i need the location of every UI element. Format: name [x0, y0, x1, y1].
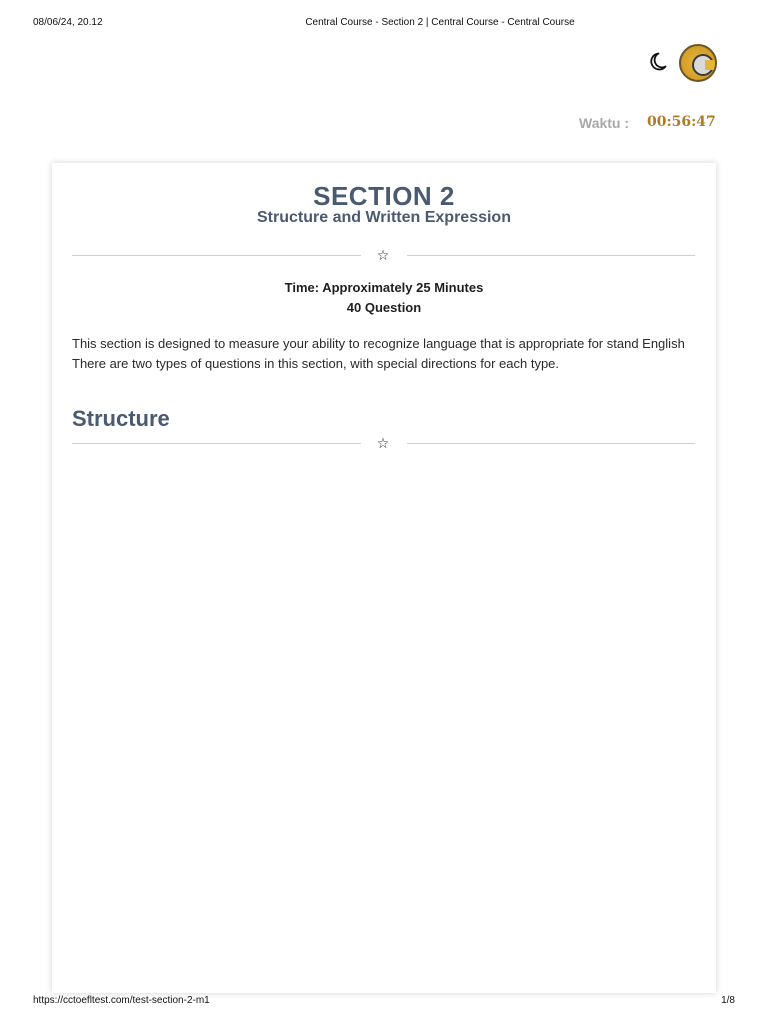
divider [72, 435, 695, 451]
section-description: This section is designed to measure your ability to recognize language that is appropriate for stand English There are two types of questions in this section, with special directions for each type. [72, 336, 685, 371]
section-subtitle: Structure and Written Expression [257, 209, 511, 226]
structure-heading: Structure [72, 406, 170, 431]
print-datetime: 08/06/24, 20.12 [33, 17, 103, 28]
section-card [52, 163, 716, 993]
question-count: 40 Question [346, 300, 422, 315]
time-info: Time: Approximately 25 Minutes [284, 280, 484, 295]
star-outline-icon: ☆ [376, 247, 390, 263]
footer-page-number: 1/8 [721, 995, 735, 1006]
divider [72, 247, 695, 263]
print-page-title: Central Course - Section 2 | Central Course - Central Course [305, 17, 575, 28]
timer-label: Waktu : [579, 115, 630, 131]
timer [0, 114, 768, 134]
topbar [0, 42, 768, 82]
timer-value: 00:56:47 [647, 114, 716, 130]
central-course-logo-icon[interactable] [679, 44, 717, 82]
star-outline-icon: ☆ [376, 435, 390, 451]
section-title: SECTION 2 [313, 181, 455, 211]
footer-url: https://cctoefltest.com/test-section-2-m1 [33, 995, 210, 1006]
print-footer [0, 995, 768, 1009]
print-header [0, 0, 768, 40]
moon-icon[interactable] [648, 50, 672, 74]
